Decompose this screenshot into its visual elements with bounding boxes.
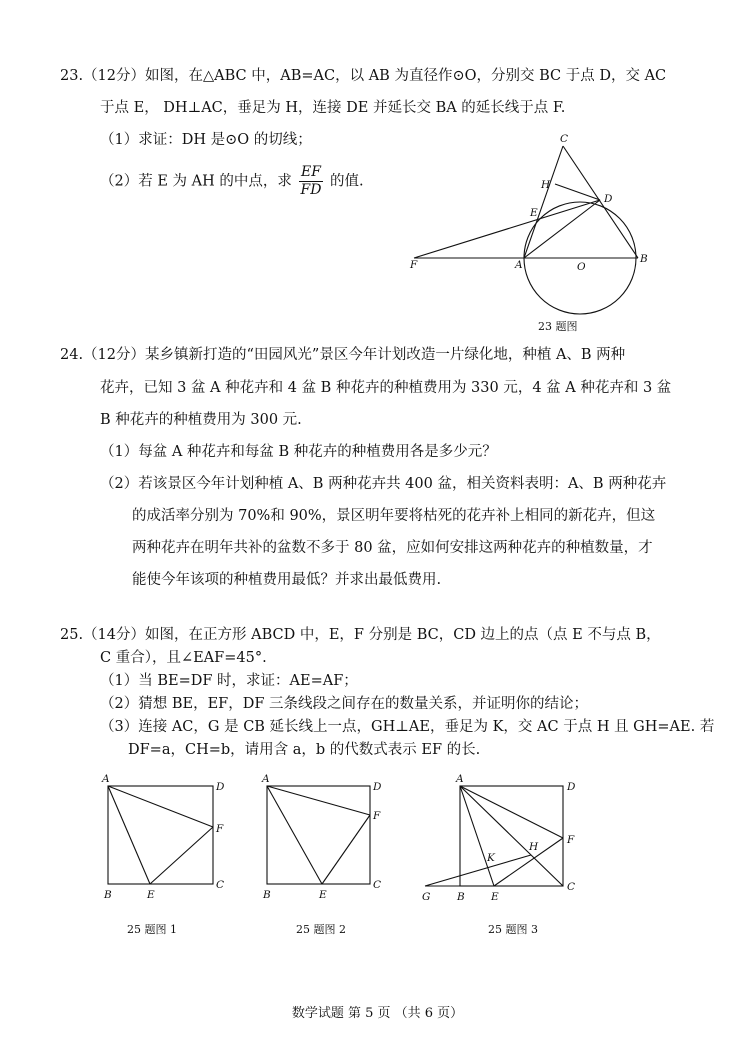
q24-part1: （1）每盆 A 种花卉和每盆 B 种花卉的种植费用各是多少元？ — [100, 444, 497, 460]
q24-line1: 24.（12分）某乡镇新打造的“田园风光”景区今年计划改造一片绿化地，种植 A、B 两种 — [60, 347, 626, 363]
q24-part2-l2: 的成活率分别为 70%和 90%，景区明年要将枯死的花卉补上相同的新花卉，但这 — [132, 508, 656, 524]
q23-label-a: A — [515, 259, 523, 271]
q25-f3-label-h: H — [529, 841, 539, 853]
q23-line2: 于点 E， DH⊥AC，垂足为 H，连接 DE 并延长交 BA 的延长线于点 F. — [100, 100, 566, 116]
q25-f2-label-b: B — [263, 889, 271, 901]
q25-f2-label-d: D — [373, 781, 382, 793]
q25-f3-label-d: D — [567, 781, 576, 793]
q25-f3-label-b: B — [457, 891, 465, 903]
q25-line1: 25.（14分）如图，在正方形 ABCD 中，E，F 分别是 BC，CD 边上的点（点 E 不与点 B， — [60, 627, 661, 643]
q25-figure-3 — [422, 773, 576, 936]
q25-part1: （1）当 BE=DF 时，求证：AE=AF； — [100, 673, 358, 689]
q23-frac-den: FD — [300, 182, 322, 198]
q25-f3-label-e: E — [491, 891, 499, 903]
q25-f2-label-a: A — [262, 773, 270, 785]
q23-label-e: E — [530, 207, 538, 219]
q25-f3-label-g: G — [422, 891, 431, 903]
q24-part2-l1: （2）若该景区今年计划种植 A、B 两种花卉共 400 盆，相关资料表明：A、B 两种花卉 — [100, 476, 667, 492]
q23-label-c: C — [560, 133, 569, 145]
q25-f1-label-f: F — [216, 823, 224, 835]
q23-label-d: D — [604, 193, 613, 205]
q25-f1-label-a: A — [102, 773, 110, 785]
q25-caption-1: 25 题图 1 — [127, 923, 177, 936]
q25-f2-label-e: E — [319, 889, 327, 901]
q23-part2-suffix: 的值. — [330, 173, 364, 190]
q24-part2-l3: 两种花卉在明年共补的盆数不多于 80 盆，应如何安排这两种花卉的种植数量，才 — [132, 540, 653, 556]
q23-line1: 23.（12分）如图，在△ABC 中，AB=AC，以 AB 为直径作⊙O，分别交 BC 于点 D，交 AC — [60, 68, 667, 84]
q24-line2: 花卉，已知 3 盆 A 种花卉和 4 盆 B 种花卉的种植费用为 330 元，4 盆 A 种花卉和 3 盆 — [100, 380, 672, 396]
q24-part2-l4: 能使今年该项的种植费用最低？并求出最低费用. — [132, 572, 442, 588]
q25-f3-label-f: F — [567, 834, 575, 846]
q25-caption-2: 25 题图 2 — [296, 923, 346, 936]
q23-label-f: F — [410, 259, 418, 271]
q25-figure-2 — [261, 773, 382, 936]
q25-caption-3: 25 题图 3 — [488, 923, 538, 936]
q23-caption: 23 题图 — [538, 320, 578, 333]
q25-f1-label-d: D — [216, 781, 225, 793]
q25-f1-label-e: E — [147, 889, 155, 901]
page-footer: 数学试题 第 5 页 （共 6 页） — [291, 1006, 464, 1021]
q23-part1: （1）求证：DH 是⊙O 的切线； — [100, 132, 312, 148]
q25-f1-label-b: B — [104, 889, 112, 901]
q23-line-fd — [414, 200, 600, 258]
q23-label-h: H — [541, 179, 551, 191]
q25-part3-l1: （3）连接 AC，G 是 CB 延长线上一点，GH⊥AE，垂足为 K，交 AC 于点 H 且 GH=AE. 若 — [100, 719, 715, 735]
q25-part2: （2）猜想 BE，EF，DF 三条线段之间存在的数量关系，并证明你的结论； — [100, 696, 589, 712]
q25-part3-l2: DF=a，CH=b，请用含 a，b 的代数式表示 EF 的长. — [128, 742, 481, 758]
q23-frac-num: EF — [300, 164, 321, 180]
q24-line3: B 种花卉的种植费用为 300 元. — [100, 412, 302, 428]
q25-f3-label-a: A — [456, 773, 464, 785]
q25-f2-label-f: F — [373, 810, 381, 822]
q23-label-o: O — [577, 261, 586, 273]
q25-f3-label-c: C — [567, 881, 576, 893]
q25-f3-label-k: K — [487, 852, 495, 864]
q25-figure-1 — [101, 773, 225, 936]
q25-line2: C 重合），且∠EAF=45°. — [100, 650, 267, 666]
q23-label-b: B — [640, 253, 648, 265]
q25-f2-label-c: C — [373, 879, 382, 891]
q23-line-ac — [524, 146, 563, 258]
q25-f1-label-c: C — [216, 879, 225, 891]
q23-part2-prefix: （2）若 E 为 AH 的中点，求 — [100, 173, 292, 190]
